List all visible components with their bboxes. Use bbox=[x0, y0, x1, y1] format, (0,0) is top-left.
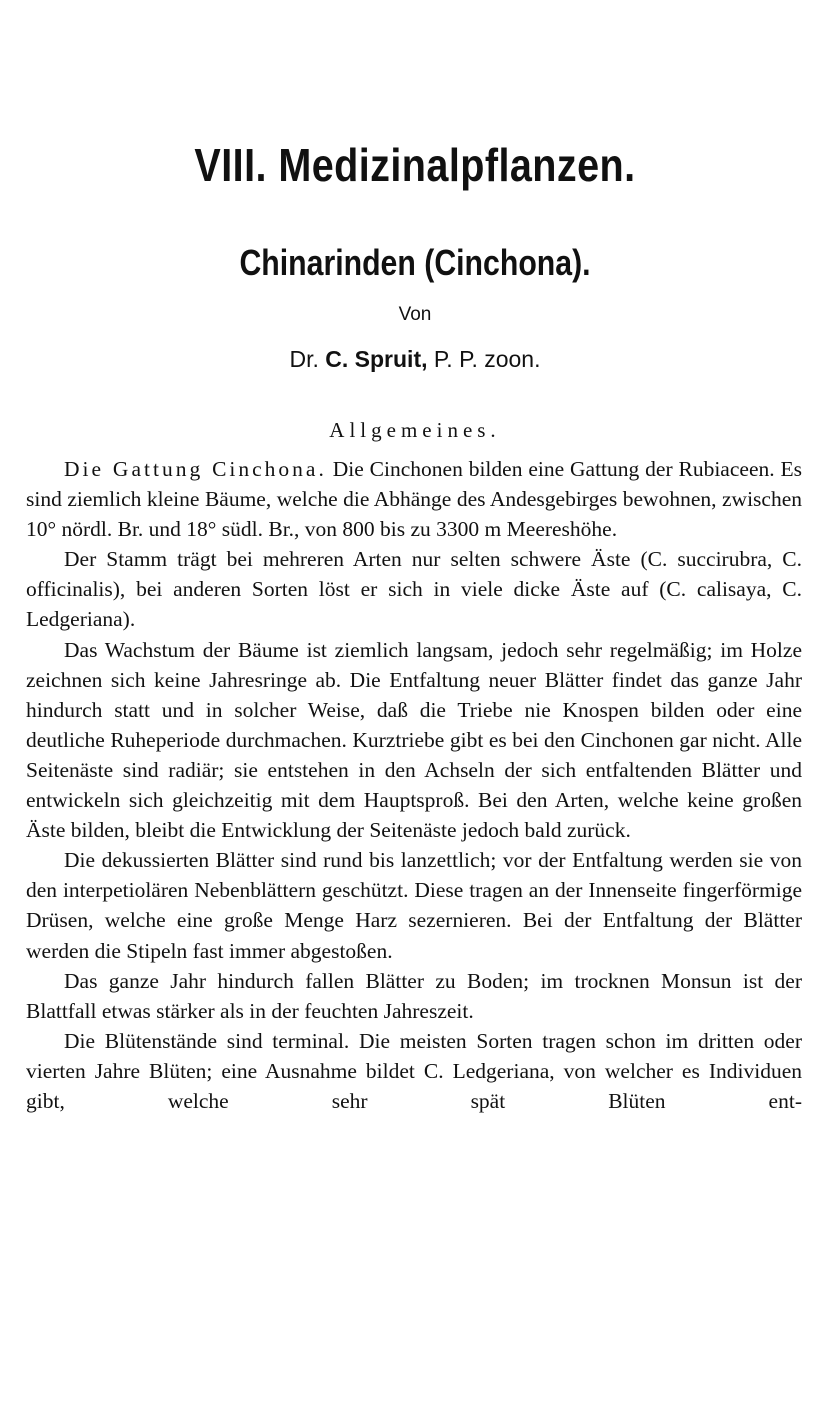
paragraph bbox=[26, 845, 802, 965]
paragraph-lead: Die Gattung Cinchona. bbox=[64, 457, 327, 481]
paragraph-text: Die Blütenstände sind terminal. Die meisten Sorten tragen schon im dritten oder vierten Jahre Blüten; eine Ausnahme bildet C. Ledgeriana, von welcher es Individuen gibt, welche sehr spät Blüten ent- bbox=[26, 1028, 802, 1113]
body-text bbox=[26, 454, 802, 1116]
author-name: C. Spruit, bbox=[325, 346, 428, 372]
paragraph bbox=[26, 454, 802, 544]
author-prefix: Dr. bbox=[289, 346, 319, 372]
author-suffix: P. P. zoon. bbox=[433, 346, 541, 372]
paragraph-text: Das ganze Jahr hindurch fallen Blätter zu Boden; im trocknen Monsun ist der Blattfall etwas stärker als in der feuchten Jahreszeit. bbox=[26, 968, 802, 1023]
paragraph bbox=[26, 544, 802, 634]
paragraph-text: Die Cinchonen bilden eine Gattung der Rubiaceen. Es sind ziemlich kleine Bäume, welche die Abhänge des Andesgebirges bewohnen, zwischen 10° nördl. Br. und 18° südl. Br., von 800 bis zu 3300 m Meereshöhe. bbox=[26, 457, 802, 542]
subheading: Allgemeines. bbox=[329, 418, 501, 442]
by-label: Von bbox=[398, 304, 432, 325]
author-line bbox=[0, 346, 830, 373]
chapter-title: VIII. Medizinalpflanzen. bbox=[194, 139, 636, 191]
paragraph-text: Der Stamm trägt bei mehreren Arten nur selten schwere Äste (C. succirubra, C. officinalis), bei anderen Sorten löst er sich in viele dicke Äste auf (C. calisaya, C. Ledgeriana). bbox=[26, 547, 802, 632]
paragraph-text: Die dekussierten Blätter sind rund bis lanzettlich; vor der Entfaltung werden sie von den interpetiolären Nebenblättern geschützt. Diese tragen an der Innenseite fingerförmige Drüsen, welche eine große Menge Harz sezernieren. Bei der Entfaltung der Blätter werden die Stipeln fast immer abgestoßen. bbox=[26, 848, 802, 963]
section-title: Chinarinden (Cinchona). bbox=[239, 242, 591, 283]
paragraph-text: Das Wachstum der Bäume ist ziemlich langsam, jedoch sehr regelmäßig; im Holze zeichnen sich keine Jahresringe ab. Die Entfaltung neuer Blätter findet das ganze Jahr hindurch statt und in solcher Weise, daß die Triebe nie Knospen bilden oder eine deutliche Ruheperiode durchmachen. Kurztriebe gibt es bei den Cinchonen gar nicht. Alle Seitenäste sind radiär; sie entstehen in den Achseln der sich entfaltenden Blätter und entwickeln sich gleichzeitig mit dem Hauptsproß. Bei den Arten, welche keine großen Äste bilden, bleibt die Entwicklung der Seitenäste jedoch bald zurück. bbox=[26, 637, 802, 843]
paragraph bbox=[26, 1026, 802, 1116]
paragraph bbox=[26, 966, 802, 1026]
paragraph bbox=[26, 635, 802, 846]
